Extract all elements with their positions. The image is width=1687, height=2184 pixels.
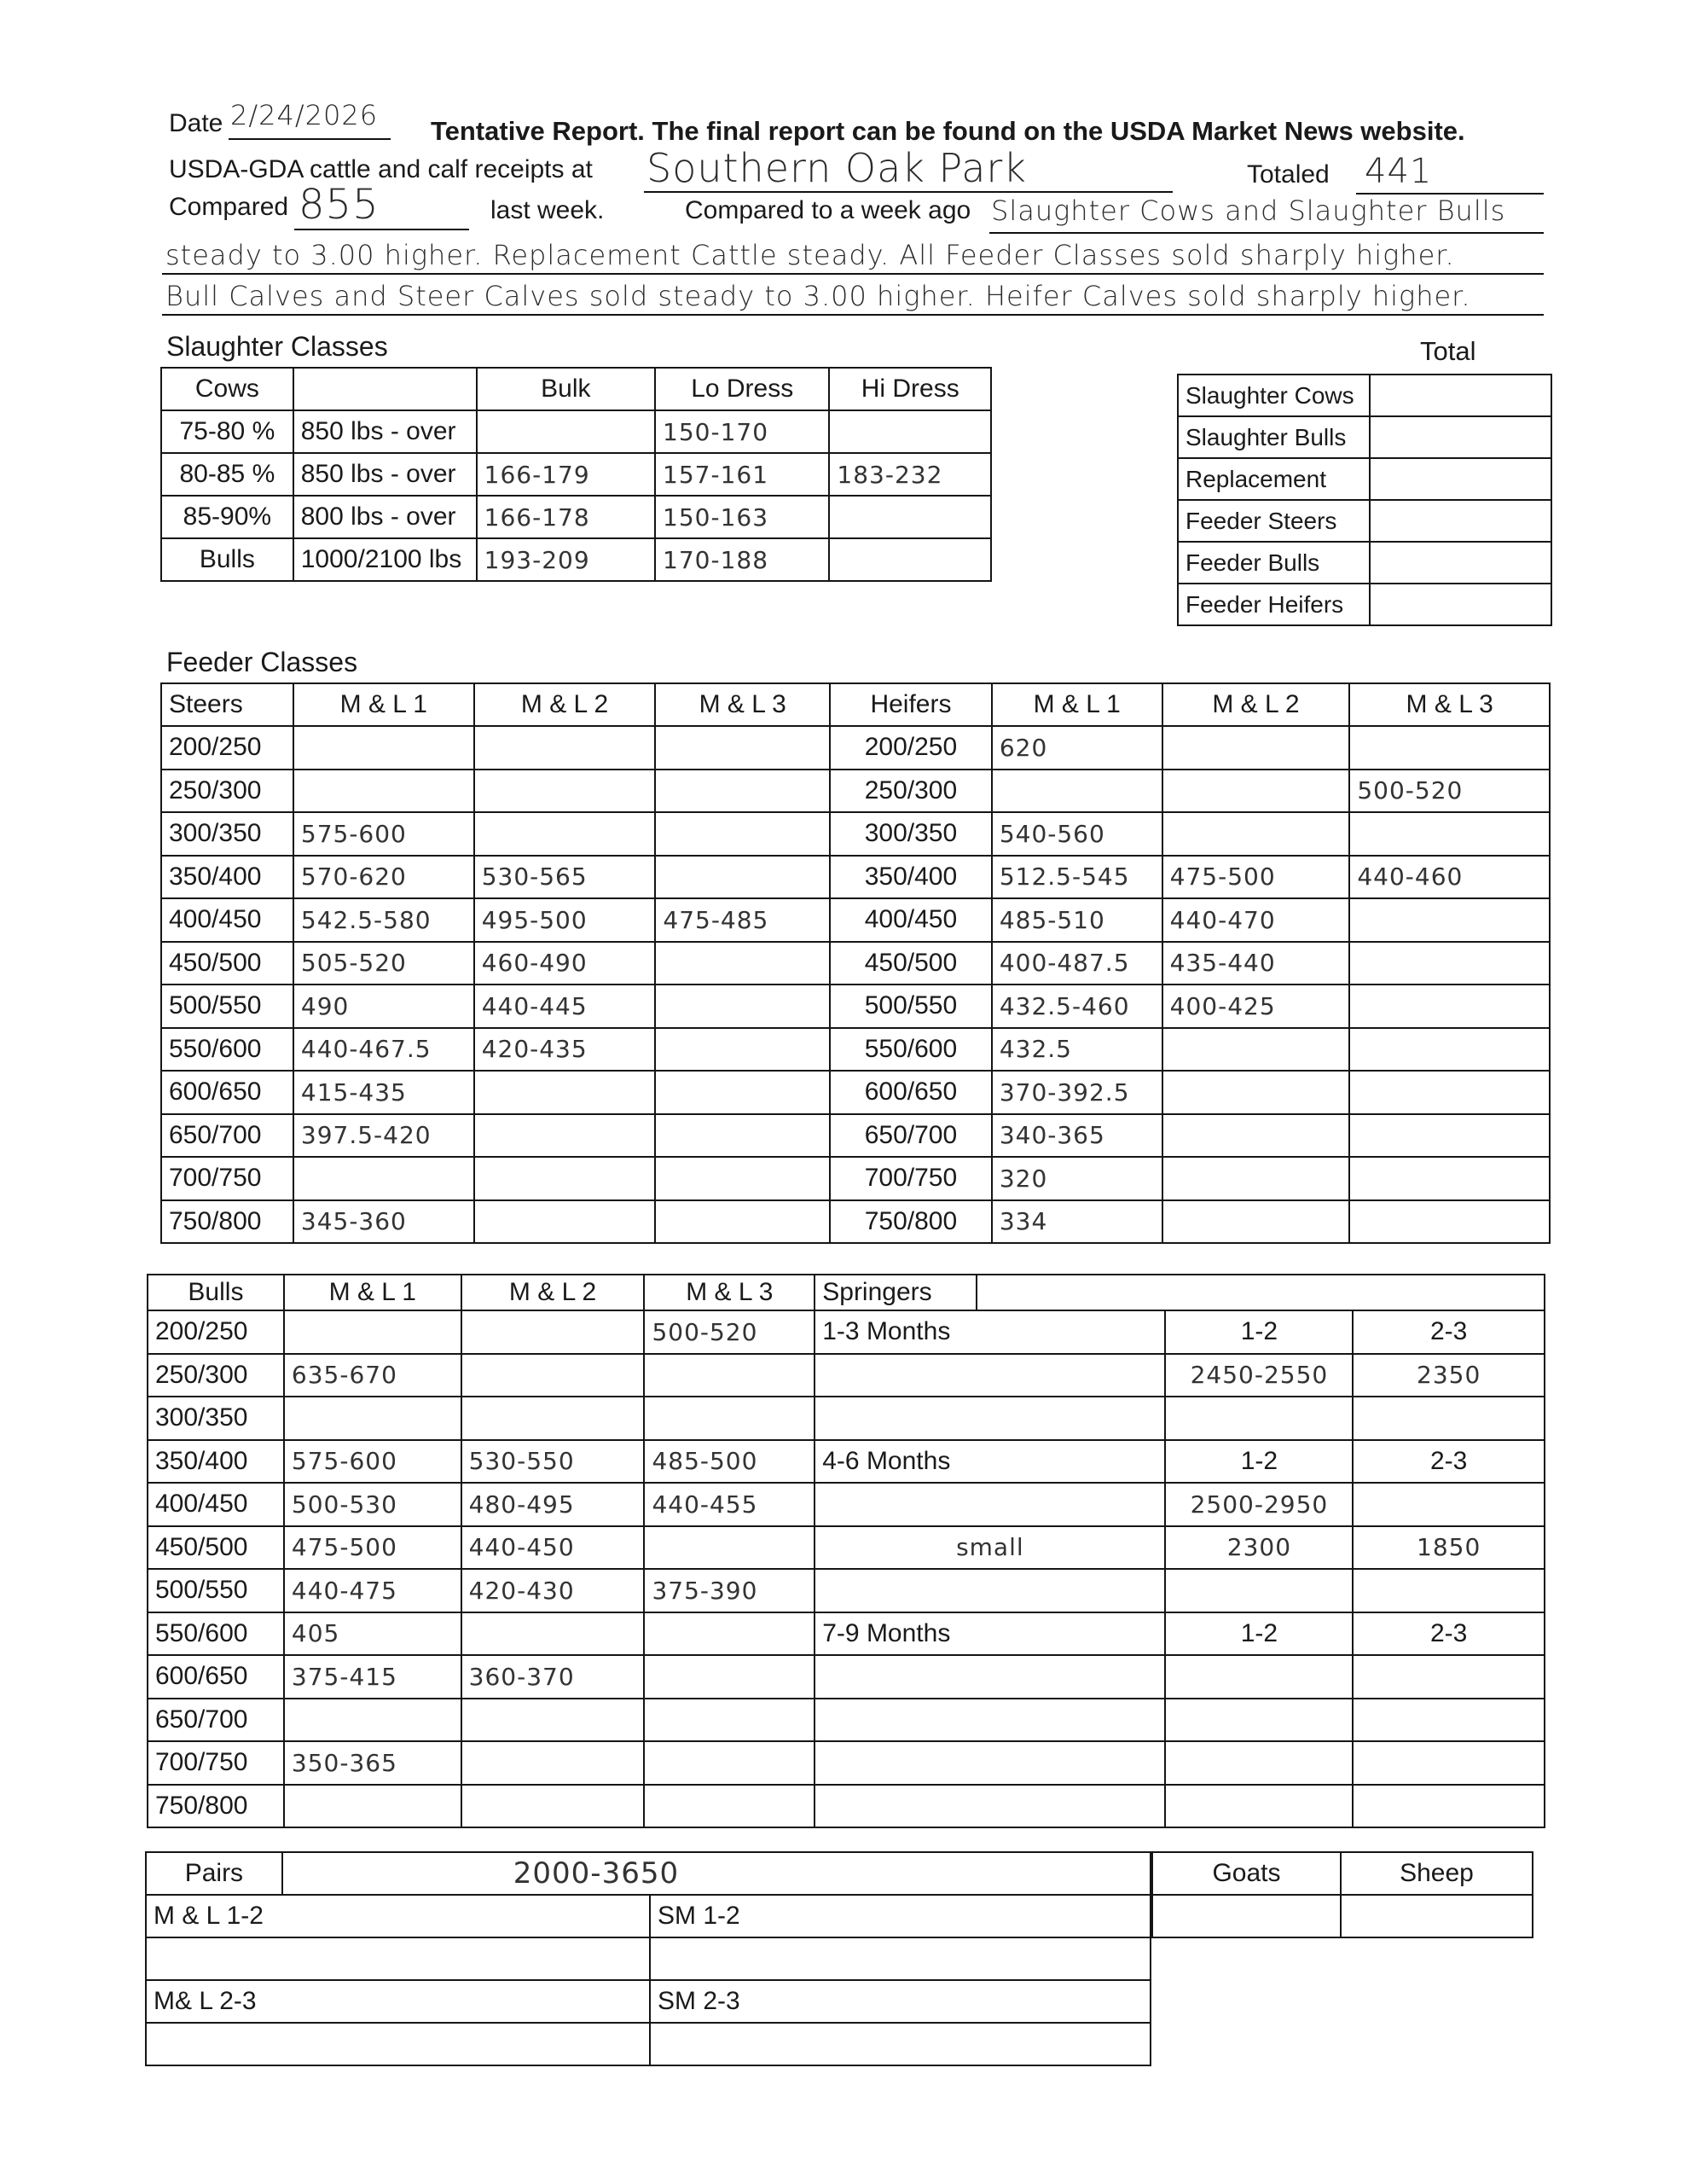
steer-ml1-cell[interactable]: [293, 1157, 474, 1200]
totals-table: [1177, 374, 1552, 626]
totals-title: Total: [1420, 336, 1476, 366]
bull-ml1-cell[interactable]: 405: [284, 1612, 461, 1656]
bull-ml1-cell[interactable]: [284, 1310, 461, 1354]
heifer-weight-cell: 250/300: [830, 770, 992, 813]
heifer-weight-cell: 450/500: [830, 942, 992, 985]
springer-grade-label: 2-3: [1353, 1310, 1545, 1354]
springer-note-cell[interactable]: [815, 1699, 1165, 1742]
springer-note-cell[interactable]: [815, 1569, 1165, 1612]
col-heifers-ml1: M & L 1: [992, 683, 1162, 726]
total-value[interactable]: [1370, 542, 1551, 584]
heifer-ml3-cell[interactable]: [1349, 812, 1550, 856]
steer-weight-cell: 550/600: [161, 1028, 293, 1072]
bull-ml1-cell[interactable]: 500-530: [284, 1483, 461, 1526]
heifer-ml2-cell[interactable]: [1162, 1028, 1350, 1072]
bull-ml3-cell[interactable]: 440-455: [644, 1483, 815, 1526]
heifer-ml3-cell[interactable]: [1349, 942, 1550, 985]
springer-grade-label: 2-3: [1353, 1612, 1545, 1656]
springer-price-cell[interactable]: 2450-2550: [1165, 1354, 1353, 1397]
bull-ml3-cell[interactable]: 375-390: [644, 1569, 815, 1612]
bull-ml2-cell[interactable]: [461, 1310, 645, 1354]
steer-ml3-cell[interactable]: [655, 942, 830, 985]
table-row: [148, 1741, 1545, 1785]
springer-grade-label: 1-2: [1165, 1612, 1353, 1656]
comment-line-1[interactable]: Slaughter Cows and Slaughter Bulls: [991, 195, 1506, 227]
totaled-field[interactable]: 441: [1365, 152, 1433, 191]
pairs-ml12-label: M & L 1-2: [146, 1895, 650, 1937]
grade-cell: 85-90%: [161, 496, 293, 538]
table-row: [161, 856, 1550, 899]
heifer-ml3-cell[interactable]: [1349, 985, 1550, 1028]
heifer-weight-cell: 500/550: [830, 985, 992, 1028]
springers-title: Springers: [815, 1275, 977, 1310]
bulls-springers-table: [147, 1274, 1545, 1828]
springer-price-cell[interactable]: [1353, 1785, 1545, 1828]
table-row: [161, 1028, 1550, 1072]
heifer-ml2-cell[interactable]: 435-440: [1162, 942, 1350, 985]
springer-price-cell[interactable]: [1165, 1397, 1353, 1440]
bulk-cell[interactable]: 193-209: [477, 538, 655, 581]
table-row: [148, 1440, 1545, 1484]
steer-ml3-cell[interactable]: [655, 1114, 830, 1158]
heifer-weight-cell: 350/400: [830, 856, 992, 899]
springer-price-cell[interactable]: 2500-2950: [1165, 1483, 1353, 1526]
heifer-ml1-cell[interactable]: 432.5-460: [992, 985, 1162, 1028]
springer-price-cell[interactable]: [1353, 1655, 1545, 1699]
bull-weight-cell: 600/650: [148, 1655, 284, 1699]
steer-ml2-cell[interactable]: [474, 726, 656, 770]
springer-note-cell[interactable]: [815, 1741, 1165, 1785]
springer-price-cell[interactable]: [1165, 1569, 1353, 1612]
bull-ml1-cell[interactable]: 440-475: [284, 1569, 461, 1612]
col-steers-ml2: M & L 2: [474, 683, 656, 726]
steer-ml1-cell[interactable]: 345-360: [293, 1200, 474, 1244]
heifer-ml1-cell[interactable]: 370-392.5: [992, 1071, 1162, 1114]
total-value[interactable]: [1370, 500, 1551, 542]
springer-grade-label: 1-2: [1165, 1310, 1353, 1354]
bull-ml3-cell[interactable]: 485-500: [644, 1440, 815, 1484]
bull-ml2-cell[interactable]: 360-370: [461, 1655, 645, 1699]
steer-ml3-cell[interactable]: [655, 1157, 830, 1200]
goats-label: Goats: [1152, 1852, 1341, 1895]
springer-note-cell[interactable]: small: [815, 1526, 1165, 1570]
springer-price-cell[interactable]: [1165, 1699, 1353, 1742]
table-row: [161, 1157, 1550, 1200]
steer-ml1-cell[interactable]: 570-620: [293, 856, 474, 899]
heifer-ml3-cell[interactable]: [1349, 1200, 1550, 1244]
report-notice: Tentative Report. The final report can be found on the USDA Market News website.: [431, 116, 1465, 146]
steer-ml2-cell[interactable]: [474, 1114, 656, 1158]
bull-weight-cell: 400/450: [148, 1483, 284, 1526]
table-row: [161, 898, 1550, 942]
heifer-ml1-cell[interactable]: 540-560: [992, 812, 1162, 856]
table-row: [161, 496, 991, 538]
goats-sheep-table: [1151, 1851, 1533, 1938]
bull-weight-cell: 550/600: [148, 1612, 284, 1656]
steer-ml3-cell[interactable]: [655, 1028, 830, 1072]
bull-ml2-cell[interactable]: [461, 1741, 645, 1785]
hi-dress-cell[interactable]: [829, 496, 991, 538]
heifer-weight-cell: 700/750: [830, 1157, 992, 1200]
heifer-ml1-cell[interactable]: 340-365: [992, 1114, 1162, 1158]
steer-ml3-cell[interactable]: 475-485: [655, 898, 830, 942]
steer-ml2-cell[interactable]: 495-500: [474, 898, 656, 942]
springer-price-cell[interactable]: [1165, 1741, 1353, 1785]
steer-ml3-cell[interactable]: [655, 812, 830, 856]
bull-ml1-cell[interactable]: 350-365: [284, 1741, 461, 1785]
springer-note-cell[interactable]: [815, 1397, 1165, 1440]
heifer-ml1-cell[interactable]: 512.5-545: [992, 856, 1162, 899]
table-row: [161, 1200, 1550, 1244]
lo-dress-cell[interactable]: 157-161: [655, 453, 829, 496]
col-heifers-ml2: M & L 2: [1162, 683, 1350, 726]
total-label: Replacement: [1178, 458, 1370, 500]
springer-grade-label: 2-3: [1353, 1440, 1545, 1484]
col-heifers: Heifers: [830, 683, 992, 726]
sheep-value[interactable]: [1341, 1895, 1533, 1937]
comment-line-3[interactable]: Bull Calves and Steer Calves sold steady to 3.00 higher. Heifer Calves sold sharply higher.: [165, 280, 1471, 312]
bull-ml1-cell[interactable]: 635-670: [284, 1354, 461, 1397]
steer-ml2-cell[interactable]: 530-565: [474, 856, 656, 899]
bull-ml2-cell[interactable]: 440-450: [461, 1526, 645, 1570]
steer-ml2-cell[interactable]: 460-490: [474, 942, 656, 985]
heifer-ml1-cell[interactable]: 334: [992, 1200, 1162, 1244]
total-value[interactable]: [1370, 375, 1551, 416]
week-ago-label: Compared to a week ago: [685, 196, 971, 224]
heifer-ml3-cell[interactable]: 440-460: [1349, 856, 1550, 899]
receipts-label: USDA-GDA cattle and calf receipts at: [169, 155, 593, 183]
table-row: [148, 1354, 1545, 1397]
springers-header-blank: [977, 1275, 1545, 1310]
steer-weight-cell: 300/350: [161, 812, 293, 856]
bull-ml3-cell[interactable]: [644, 1612, 815, 1656]
col-steers-ml3: M & L 3: [655, 683, 830, 726]
col-bulls-ml1: M & L 1: [284, 1275, 461, 1310]
springer-price-cell[interactable]: 1850: [1353, 1526, 1545, 1570]
bull-ml3-cell[interactable]: [644, 1655, 815, 1699]
bull-ml2-cell[interactable]: 530-550: [461, 1440, 645, 1484]
pairs-ml23-value[interactable]: [146, 2023, 650, 2065]
heifer-ml2-cell[interactable]: [1162, 1157, 1350, 1200]
bull-ml1-cell[interactable]: 375-415: [284, 1655, 461, 1699]
steer-ml3-cell[interactable]: [655, 1071, 830, 1114]
heifer-weight-cell: 400/450: [830, 898, 992, 942]
bull-weight-cell: 700/750: [148, 1741, 284, 1785]
lo-dress-cell[interactable]: 150-163: [655, 496, 829, 538]
grade-cell: 75-80 %: [161, 410, 293, 453]
col-cows: Cows: [161, 368, 293, 410]
steer-ml2-cell[interactable]: 440-445: [474, 985, 656, 1028]
col-bulls: Bulls: [148, 1275, 284, 1310]
bull-weight-cell: 750/800: [148, 1785, 284, 1828]
heifer-ml1-cell[interactable]: 485-510: [992, 898, 1162, 942]
bull-weight-cell: 200/250: [148, 1310, 284, 1354]
totaled-label: Totaled: [1247, 160, 1330, 189]
hi-dress-cell[interactable]: [829, 538, 991, 581]
springer-note-cell[interactable]: [815, 1785, 1165, 1828]
steer-weight-cell: 500/550: [161, 985, 293, 1028]
heifer-ml1-cell[interactable]: 320: [992, 1157, 1162, 1200]
pairs-sm23-label: SM 2-3: [650, 1980, 1151, 2023]
weight-cell: 800 lbs - over: [293, 496, 477, 538]
weight-cell: 850 lbs - over: [293, 453, 477, 496]
col-heifers-ml3: M & L 3: [1349, 683, 1550, 726]
springer-price-cell[interactable]: [1165, 1785, 1353, 1828]
bull-weight-cell: 300/350: [148, 1397, 284, 1440]
table-row: [148, 1397, 1545, 1440]
compared-label: Compared: [169, 193, 289, 221]
total-value[interactable]: [1370, 584, 1551, 625]
heifer-ml2-cell[interactable]: 440-470: [1162, 898, 1350, 942]
bull-ml2-cell[interactable]: [461, 1785, 645, 1828]
table-row: [161, 1071, 1550, 1114]
pairs-value[interactable]: 2000-3650: [282, 1852, 1151, 1895]
steer-ml2-cell[interactable]: [474, 1071, 656, 1114]
springer-price-cell[interactable]: 2300: [1165, 1526, 1353, 1570]
bulk-cell[interactable]: 166-178: [477, 496, 655, 538]
springer-price-cell[interactable]: [1353, 1483, 1545, 1526]
heifer-ml2-cell[interactable]: [1162, 726, 1350, 770]
bull-ml3-cell[interactable]: [644, 1354, 815, 1397]
last-week-label: last week.: [490, 196, 605, 224]
bull-ml1-cell[interactable]: [284, 1699, 461, 1742]
table-row: [161, 770, 1550, 813]
steer-ml1-cell[interactable]: 440-467.5: [293, 1028, 474, 1072]
bull-ml2-cell[interactable]: [461, 1699, 645, 1742]
springer-grade-label: 1-2: [1165, 1440, 1353, 1484]
bulk-cell[interactable]: [477, 410, 655, 453]
springer-price-cell[interactable]: [1353, 1569, 1545, 1612]
steer-weight-cell: 700/750: [161, 1157, 293, 1200]
bull-ml3-cell[interactable]: [644, 1397, 815, 1440]
steer-ml2-cell[interactable]: [474, 812, 656, 856]
table-row: [148, 1569, 1545, 1612]
total-label: Feeder Bulls: [1178, 542, 1370, 584]
springer-price-cell[interactable]: [1353, 1397, 1545, 1440]
total-value[interactable]: [1370, 416, 1551, 458]
steer-weight-cell: 400/450: [161, 898, 293, 942]
table-row: [148, 1483, 1545, 1526]
bull-ml2-cell[interactable]: 480-495: [461, 1483, 645, 1526]
table-row: [148, 1310, 1545, 1354]
bull-ml1-cell[interactable]: [284, 1397, 461, 1440]
bull-ml1-cell[interactable]: 475-500: [284, 1526, 461, 1570]
table-row: [148, 1699, 1545, 1742]
bull-ml2-cell[interactable]: [461, 1612, 645, 1656]
springer-price-cell[interactable]: [1353, 1741, 1545, 1785]
date-value[interactable]: 2/24/2026: [230, 99, 379, 131]
heifer-weight-cell: 200/250: [830, 726, 992, 770]
heifer-ml1-cell[interactable]: 432.5: [992, 1028, 1162, 1072]
table-row: [161, 985, 1550, 1028]
table-row: [161, 538, 991, 581]
col-bulls-ml3: M & L 3: [644, 1275, 815, 1310]
col-bulk: Bulk: [477, 368, 655, 410]
bull-weight-cell: 350/400: [148, 1440, 284, 1484]
table-row: [161, 453, 991, 496]
slaughter-title: Slaughter Classes: [166, 331, 388, 362]
col-hi-dress: Hi Dress: [829, 368, 991, 410]
springer-price-cell[interactable]: 2350: [1353, 1354, 1545, 1397]
heifer-ml3-cell[interactable]: [1349, 1114, 1550, 1158]
feeder-table: [160, 682, 1551, 1244]
hi-dress-cell[interactable]: [829, 410, 991, 453]
springer-period-label: 7-9 Months: [815, 1612, 1165, 1656]
col-lo-dress: Lo Dress: [655, 368, 829, 410]
bull-ml3-cell[interactable]: [644, 1741, 815, 1785]
steer-ml1-cell[interactable]: 490: [293, 985, 474, 1028]
bull-ml2-cell[interactable]: [461, 1354, 645, 1397]
pairs-sm23-value[interactable]: [650, 2023, 1151, 2065]
heifer-ml2-cell[interactable]: [1162, 770, 1350, 813]
weight-cell: 850 lbs - over: [293, 410, 477, 453]
heifer-weight-cell: 600/650: [830, 1071, 992, 1114]
springer-price-cell[interactable]: [1353, 1699, 1545, 1742]
bull-ml1-cell[interactable]: [284, 1785, 461, 1828]
steer-ml2-cell[interactable]: [474, 770, 656, 813]
table-row: [161, 726, 1550, 770]
bull-ml2-cell[interactable]: [461, 1397, 645, 1440]
heifer-ml2-cell[interactable]: [1162, 812, 1350, 856]
bull-ml2-cell[interactable]: 420-430: [461, 1569, 645, 1612]
bull-ml3-cell[interactable]: 500-520: [644, 1310, 815, 1354]
steer-ml3-cell[interactable]: [655, 770, 830, 813]
grade-cell: Bulls: [161, 538, 293, 581]
steer-ml2-cell[interactable]: 420-435: [474, 1028, 656, 1072]
steer-weight-cell: 350/400: [161, 856, 293, 899]
pairs-sm12-label: SM 1-2: [650, 1895, 1151, 1937]
table-row: [148, 1655, 1545, 1699]
heifer-ml3-cell[interactable]: [1349, 1028, 1550, 1072]
steer-weight-cell: 600/650: [161, 1071, 293, 1114]
col-weight: [293, 368, 477, 410]
heifer-weight-cell: 550/600: [830, 1028, 992, 1072]
heifer-ml3-cell[interactable]: 500-520: [1349, 770, 1550, 813]
steer-ml3-cell[interactable]: [655, 1200, 830, 1244]
table-row: [161, 942, 1550, 985]
date-label: Date: [169, 109, 223, 137]
steer-ml1-cell[interactable]: 397.5-420: [293, 1114, 474, 1158]
heifer-weight-cell: 650/700: [830, 1114, 992, 1158]
steer-ml2-cell[interactable]: [474, 1200, 656, 1244]
heifer-weight-cell: 300/350: [830, 812, 992, 856]
sheep-label: Sheep: [1341, 1852, 1533, 1895]
steer-ml2-cell[interactable]: [474, 1157, 656, 1200]
bull-ml3-cell[interactable]: [644, 1699, 815, 1742]
springer-note-cell[interactable]: [815, 1483, 1165, 1526]
steer-ml1-cell[interactable]: 505-520: [293, 942, 474, 985]
springer-note-cell[interactable]: [815, 1354, 1165, 1397]
steer-weight-cell: 750/800: [161, 1200, 293, 1244]
heifer-ml2-cell[interactable]: [1162, 1200, 1350, 1244]
col-bulls-ml2: M & L 2: [461, 1275, 645, 1310]
heifer-ml2-cell[interactable]: 475-500: [1162, 856, 1350, 899]
heifer-weight-cell: 750/800: [830, 1200, 992, 1244]
steer-weight-cell: 200/250: [161, 726, 293, 770]
total-label: Slaughter Bulls: [1178, 416, 1370, 458]
steer-ml1-cell[interactable]: [293, 726, 474, 770]
grade-cell: 80-85 %: [161, 453, 293, 496]
table-row: [148, 1785, 1545, 1828]
steer-weight-cell: 450/500: [161, 942, 293, 985]
steer-ml1-cell[interactable]: 415-435: [293, 1071, 474, 1114]
heifer-ml2-cell[interactable]: [1162, 1114, 1350, 1158]
heifer-ml3-cell[interactable]: [1349, 898, 1550, 942]
heifer-ml1-cell[interactable]: 620: [992, 726, 1162, 770]
table-row: [148, 1526, 1545, 1570]
lo-dress-cell[interactable]: 150-170: [655, 410, 829, 453]
total-value[interactable]: [1370, 458, 1551, 500]
heifer-ml3-cell[interactable]: [1349, 1071, 1550, 1114]
total-label: Feeder Steers: [1178, 500, 1370, 542]
pairs-ml23-label: M& L 2-3: [146, 1980, 650, 2023]
slaughter-table: [160, 367, 992, 582]
steer-weight-cell: 650/700: [161, 1114, 293, 1158]
bull-weight-cell: 450/500: [148, 1526, 284, 1570]
pairs-label: Pairs: [146, 1852, 282, 1895]
heifer-ml2-cell[interactable]: [1162, 1071, 1350, 1114]
springer-price-cell[interactable]: [1165, 1655, 1353, 1699]
springer-period-label: 1-3 Months: [815, 1310, 1165, 1354]
compared-field[interactable]: 855: [299, 181, 380, 229]
steer-ml3-cell[interactable]: [655, 856, 830, 899]
steer-ml1-cell[interactable]: [293, 770, 474, 813]
bull-weight-cell: 650/700: [148, 1699, 284, 1742]
heifer-ml3-cell[interactable]: [1349, 1157, 1550, 1200]
table-row: [161, 410, 991, 453]
bull-ml3-cell[interactable]: [644, 1526, 815, 1570]
pairs-table: [145, 1851, 1151, 2066]
lo-dress-cell[interactable]: 170-188: [655, 538, 829, 581]
bull-weight-cell: 500/550: [148, 1569, 284, 1612]
steer-ml3-cell[interactable]: [655, 726, 830, 770]
location-field[interactable]: Southern Oak Park: [646, 145, 1027, 191]
steer-weight-cell: 250/300: [161, 770, 293, 813]
feeder-title: Feeder Classes: [166, 647, 358, 677]
steer-ml1-cell[interactable]: 575-600: [293, 812, 474, 856]
table-row: [148, 1612, 1545, 1656]
col-steers-ml1: M & L 1: [293, 683, 474, 726]
springer-period-label: 4-6 Months: [815, 1440, 1165, 1484]
heifer-ml1-cell[interactable]: [992, 770, 1162, 813]
heifer-ml1-cell[interactable]: 400-487.5: [992, 942, 1162, 985]
bull-ml1-cell[interactable]: 575-600: [284, 1440, 461, 1484]
hi-dress-cell[interactable]: 183-232: [829, 453, 991, 496]
steer-ml1-cell[interactable]: 542.5-580: [293, 898, 474, 942]
bull-weight-cell: 250/300: [148, 1354, 284, 1397]
pairs-ml12-value[interactable]: [146, 1937, 650, 1980]
table-row: [161, 1114, 1550, 1158]
table-row: [161, 812, 1550, 856]
total-label: Slaughter Cows: [1178, 375, 1370, 416]
col-steers: Steers: [161, 683, 293, 726]
goats-value[interactable]: [1152, 1895, 1341, 1937]
springer-note-cell[interactable]: [815, 1655, 1165, 1699]
heifer-ml2-cell[interactable]: 400-425: [1162, 985, 1350, 1028]
bull-ml3-cell[interactable]: [644, 1785, 815, 1828]
bulk-cell[interactable]: 166-179: [477, 453, 655, 496]
heifer-ml3-cell[interactable]: [1349, 726, 1550, 770]
total-label: Feeder Heifers: [1178, 584, 1370, 625]
comment-line-2[interactable]: steady to 3.00 higher. Replacement Cattle steady. All Feeder Classes sold sharply higher.: [165, 239, 1455, 271]
pairs-sm12-value[interactable]: [650, 1937, 1151, 1980]
steer-ml3-cell[interactable]: [655, 985, 830, 1028]
weight-cell: 1000/2100 lbs: [293, 538, 477, 581]
